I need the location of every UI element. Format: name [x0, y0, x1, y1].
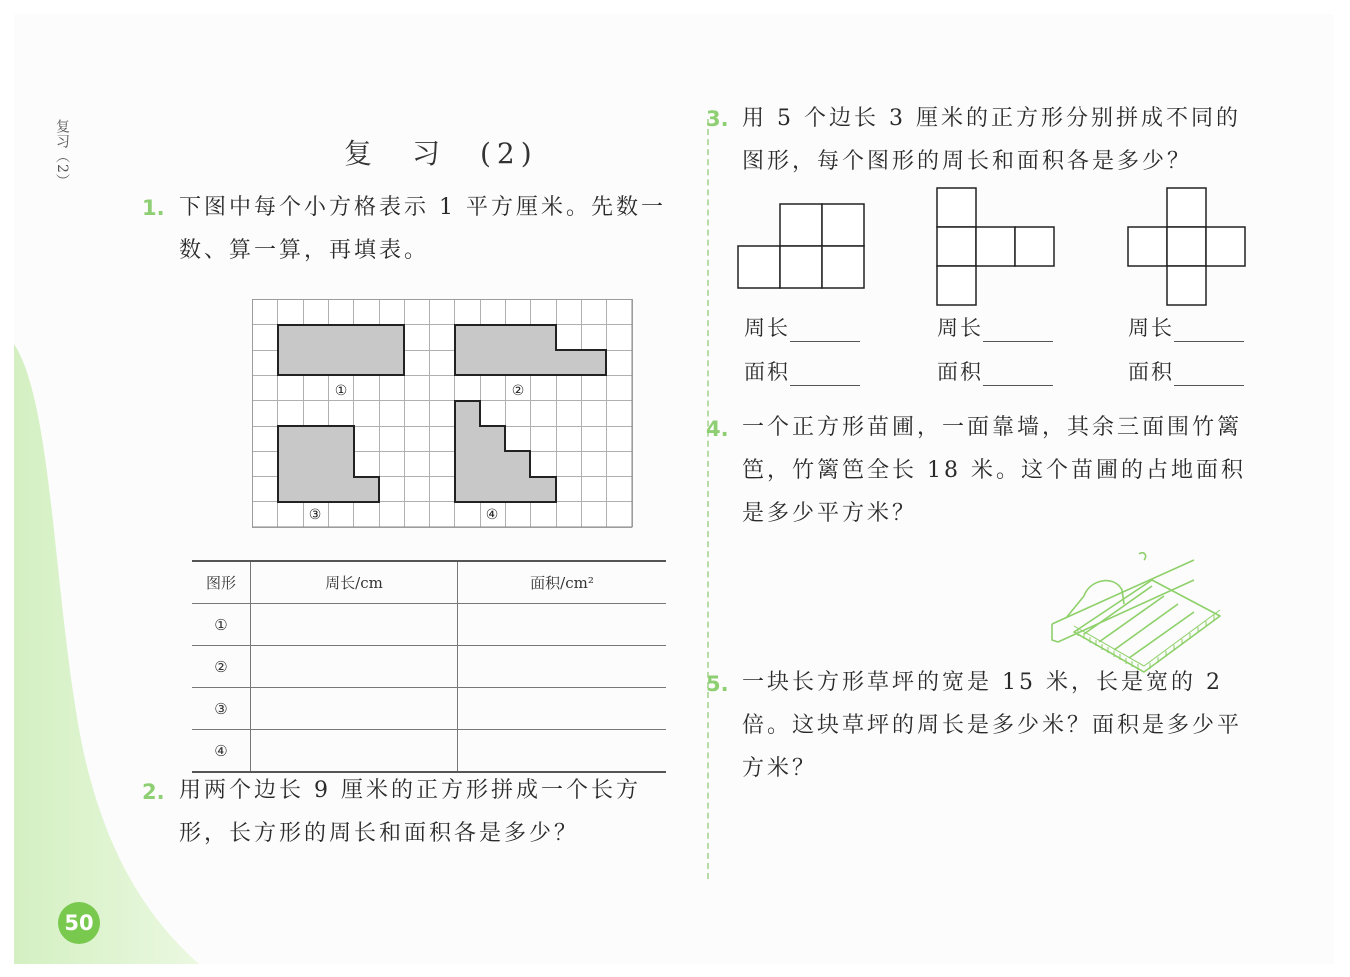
shape-4-label: ④ — [485, 507, 499, 523]
area-cell[interactable] — [458, 604, 667, 646]
question-3-text: 用 5 个边长 3 厘米的正方形分别拼成不同的图形，每个图形的周长和面积各是多少？ — [742, 106, 1241, 174]
figure-c-area — [1128, 356, 1244, 386]
answer-blank[interactable] — [790, 365, 860, 386]
answer-table — [192, 560, 666, 773]
table-row — [192, 730, 666, 773]
shape-1 — [278, 325, 404, 375]
figure-a-perimeter — [744, 312, 860, 342]
shape-3-label: ③ — [308, 507, 322, 523]
area-label: 面积 — [937, 360, 983, 384]
figure-c — [1126, 186, 1250, 310]
square-grid-figure — [252, 299, 634, 531]
shape-2-label: ② — [511, 383, 525, 399]
page-number-badge: 50 — [58, 902, 100, 944]
question-1-text: 下图中每个小方格表示 1 平方厘米。先数一数、算一算，再填表。 — [179, 195, 666, 263]
answer-blank[interactable] — [1174, 365, 1244, 386]
figure-c-perimeter — [1128, 312, 1244, 342]
question-4-number: 4. — [706, 417, 729, 441]
answer-blank[interactable] — [1174, 321, 1244, 342]
question-3-number: 3. — [706, 107, 729, 131]
perimeter-cell[interactable] — [251, 646, 458, 688]
perimeter-cell[interactable] — [251, 688, 458, 730]
answer-blank[interactable] — [983, 365, 1053, 386]
area-cell[interactable] — [458, 730, 667, 773]
table-header-perimeter: 周长/cm — [251, 561, 458, 604]
row-label: ④ — [192, 730, 251, 773]
table-row — [192, 646, 666, 688]
answer-blank[interactable] — [983, 321, 1053, 342]
area-label: 面积 — [744, 360, 790, 384]
question-4-text: 一个正方形苗圃，一面靠墙，其余三面围竹篱笆，竹篱笆全长 18 米。这个苗圃的占地面积是多少平方米？ — [742, 415, 1246, 526]
area-label: 面积 — [1128, 360, 1174, 384]
answer-blank[interactable] — [790, 321, 860, 342]
row-label: ② — [192, 646, 251, 688]
nursery-illustration — [1044, 552, 1229, 677]
perimeter-label: 周长 — [744, 316, 790, 340]
figure-b-perimeter — [937, 312, 1053, 342]
table-row — [192, 688, 666, 730]
workbook-page — [14, 14, 1334, 964]
table-header-shape: 图形 — [192, 561, 251, 604]
area-cell[interactable] — [458, 646, 667, 688]
table-header-area: 面积/cm² — [458, 561, 667, 604]
question-5-number: 5. — [706, 672, 729, 696]
question-1-number: 1. — [142, 196, 165, 220]
figure-b — [935, 186, 1059, 310]
row-label: ③ — [192, 688, 251, 730]
perimeter-label: 周长 — [937, 316, 983, 340]
figure-a — [736, 202, 872, 294]
column-divider — [707, 119, 709, 879]
question-5-text: 一块长方形草坪的宽是 15 米，长是宽的 2 倍。这块草坪的周长是多少米？面积是多少平方米？ — [742, 670, 1243, 781]
row-label: ① — [192, 604, 251, 646]
figure-a-area — [744, 356, 860, 386]
question-2-text: 用两个边长 9 厘米的正方形拼成一个长方形，长方形的周长和面积各是多少？ — [179, 778, 641, 846]
perimeter-label: 周长 — [1128, 316, 1174, 340]
figure-b-area — [937, 356, 1053, 386]
page-title: 复 习 (2) — [344, 137, 538, 170]
question-2-number: 2. — [142, 780, 165, 804]
perimeter-cell[interactable] — [251, 604, 458, 646]
side-section-tab: 复习（2） — [54, 119, 70, 189]
shape-1-label: ① — [334, 383, 348, 399]
perimeter-cell[interactable] — [251, 730, 458, 773]
area-cell[interactable] — [458, 688, 667, 730]
table-row — [192, 604, 666, 646]
